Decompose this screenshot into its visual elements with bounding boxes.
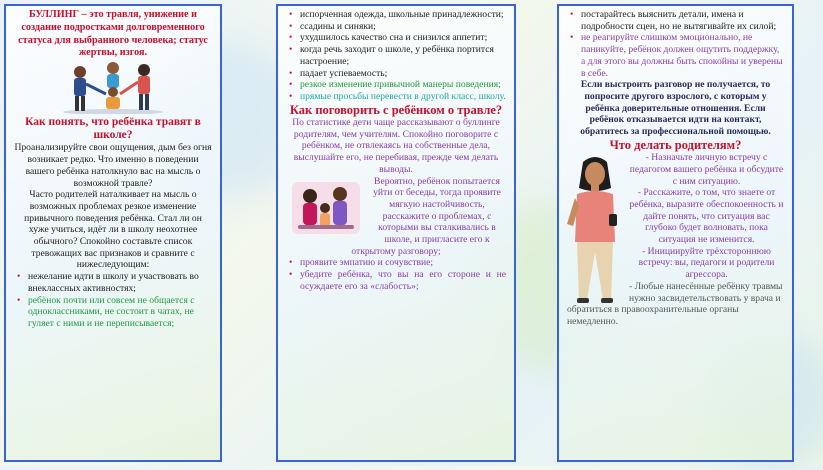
list-item: • ухудшилось качество сна и снизился аппетит;	[300, 32, 506, 44]
paragraph-behavior-change: Часто родителей наталкивает на мысль о возможных проблемах резкое изменение привычного поведения ребёнка. Стал ли он хуже учиться, идёт ли в школу неохотнее обычного? Спокойно составьте список тревожащих вас признаков и сравните с нижеследующим:	[24, 189, 202, 271]
step-meeting: - Назначьте личную встречу с педагогом вашего ребёнка и обсудите с ним ситуацию.	[629, 152, 784, 187]
list-item: • падает успеваемость;	[300, 68, 506, 80]
step-three-way-meeting: - Инициируйте трёхстороннюю встречу: вы, педагоги и родители агрессора.	[638, 245, 775, 281]
parents-steps-block	[567, 152, 784, 281]
paragraph-other-adult: Если выстроить разговор не получается, то попросите другого взрослого, с которым у ребёнка доверительные отношения. Если ребёнок отказывается идти на контакт, обратитесь за профессиональной помощью.	[580, 79, 771, 138]
list-item: • прямые просьбы перевести в другой класс, школу.	[300, 91, 506, 103]
list-item: • постарайтесь выяснить детали, имена и подробности сцен, но не вытягивайте их силой;	[581, 9, 784, 32]
paragraph-statistics: По статистике дети чаще рассказывают о буллинге родителям, чем учителям. Спокойно поговорите с ребёнком, не отвлекаясь на собственные дела, выслушайте его, не перебивая, прежде чем делать выводы.	[292, 117, 500, 175]
list-item: • убедите ребёнка, что вы на его стороне и не осуждаете его за «слабость»;	[300, 269, 506, 292]
bullying-illustration	[58, 62, 168, 114]
panel-right	[557, 4, 794, 462]
signs-list-continued	[286, 9, 506, 103]
step-tell-teacher: - Расскажите, о том, что знаете от ребёнка, выразите обеспокоенность и дайте понять, что ситуация вас глубоко будет волновать, пока ситуация не изменится.	[629, 187, 784, 246]
list-item: • ссадины и синяки;	[300, 21, 506, 33]
paragraph-persistence: Вероятно, ребёнок попытается уйти от беседы, тогда проявите мягкую настойчивость, расскажите о проблемах, с которыми вы сталкивались в школе, и пригласите его к открытому разговору;	[351, 175, 501, 257]
talk-tips-list-continued	[567, 9, 784, 79]
section-heading-parents: Что делать родителям?	[609, 137, 742, 152]
family-illustration	[290, 180, 362, 236]
list-item: • резкое изменение привычной манеры поведения;	[300, 79, 506, 91]
panel-left	[4, 4, 222, 462]
step-medical-police: - Любые нанесённые ребёнку травмы нужно засвидетельствовать у врача и обратиться в правоохранительные органы немедленно.	[567, 280, 783, 327]
talk-block	[286, 176, 506, 258]
bullying-definition: БУЛЛИНГ – это травля, унижение и создание подростками долговременного статуса для выбранного человека; статус жертвы, изгоя.	[18, 9, 208, 59]
signs-list	[14, 271, 212, 330]
list-item: • когда речь заходит о школе, у ребёнка портится настроение;	[300, 44, 506, 67]
panel-middle	[276, 4, 516, 462]
section-heading-recognize: Как понять, что ребёнка травят в школе?	[25, 116, 201, 142]
list-item: • испорченная одежда, школьные принадлежности;	[300, 9, 506, 21]
section-heading-talk: Как поговорить с ребёнком о травле?	[289, 102, 503, 117]
list-item: • не реагируйте слишком эмоционально, не паникуйте, ребёнок должен ощутить поддержку, а для этого вы должны быть спокойны и уверены в себе.	[581, 32, 784, 79]
list-item: • нежелание идти в школу и участвовать во внеклассных активностях;	[28, 271, 212, 294]
list-item: • проявите эмпатию и сочувствие;	[300, 257, 506, 269]
list-item: • ребёнок почти или совсем не общается с одноклассниками, не состоит в чатах, не гуляет с ними и не переписывается;	[28, 295, 212, 330]
talk-tips-list	[286, 257, 506, 292]
paragraph-feelings: Проанализируйте свои ощущения, дым без огня возникает редко. Что именно в поведении вашего ребёнка натолкнуло вас на мысль о возможной травле?	[14, 142, 212, 189]
woman-illustration	[565, 154, 625, 304]
